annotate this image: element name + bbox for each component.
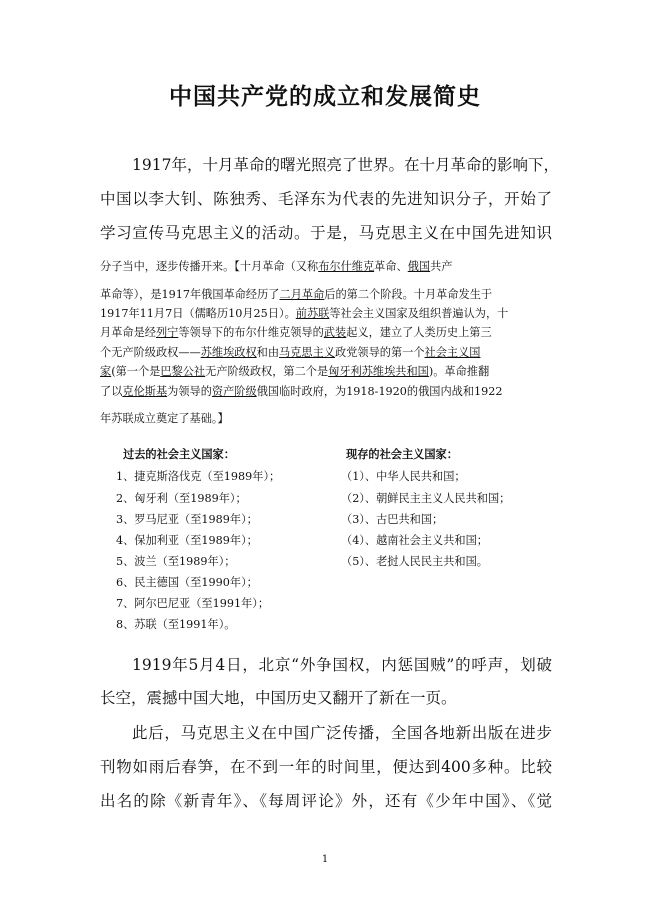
note-line: 家(第一个是巴黎公社无产阶级政权，第二个是匈牙利苏维埃共和国)。革命推翻: [100, 365, 490, 378]
present-country-item: （5）、老挝人民民主共和国。: [341, 555, 488, 568]
link-russia[interactable]: 俄国: [407, 260, 431, 273]
link-bourgeoisie[interactable]: 资产阶级: [211, 385, 257, 398]
note-line: 1917年11月7日（儒略历10月25日）。前苏联等社会主义国家及组织普遍认为，十: [100, 307, 509, 320]
past-countries-heading: 过去的社会主义国家：: [123, 448, 235, 461]
page-number: 1: [321, 854, 329, 865]
past-country-item: 1、捷克斯洛伐克（至1989年）；: [116, 470, 281, 483]
past-country-item: 2、匈牙利（至1989年）；: [116, 492, 247, 505]
link-soviet-regime[interactable]: 苏维埃政权: [200, 346, 257, 359]
link-kerensky[interactable]: 克伦斯基: [122, 385, 168, 398]
paragraph-line: 1919年5月4日，北京“外争国权，内惩国贼”的呼声，划破: [132, 656, 552, 674]
link-socialist-state-end[interactable]: 家: [100, 365, 112, 378]
present-countries-heading: 现存的社会主义国家：: [346, 448, 458, 461]
link-february-revolution[interactable]: 二月革命: [279, 288, 325, 301]
past-country-item: 5、波兰（至1989年）；: [116, 555, 236, 568]
paragraph-line: 刊物如雨后春笋，在不到一年的时间里，便达到400多种。比较: [100, 758, 552, 776]
paragraph-line: 出名的除《新青年》、《每周评论》外，还有《少年中国》、《觉: [100, 792, 552, 810]
present-country-item: （3）、古巴共和国；: [341, 513, 444, 526]
paragraph-end: 分子当中，逐步传播开来。: [100, 260, 235, 273]
past-country-item: 6、民主德国（至1990年）；: [116, 576, 258, 589]
link-paris-commune[interactable]: 巴黎公社: [160, 365, 206, 378]
note-line: 了以克伦斯基为领导的资产阶级俄国临时政府，为1918-1920的俄国内战和1922: [100, 385, 503, 398]
link-marxism[interactable]: 马克思主义: [279, 346, 335, 359]
link-armed[interactable]: 武装: [323, 326, 347, 339]
present-country-item: （4）、越南社会主义共和国；: [341, 534, 488, 547]
present-country-item: （2）、朝鲜民主主义人民共和国；: [341, 492, 511, 505]
paragraph-line: 中国以李大钊、陈独秀、毛泽东为代表的先进知识分子，开始了: [100, 190, 552, 208]
note-line: 个无产阶级政权——苏维埃政权和由马克思主义政党领导的第一个社会主义国: [100, 346, 481, 359]
past-country-item: 8、苏联（至1991年）。: [116, 618, 236, 631]
paragraph-line: 学习宣传马克思主义的活动。于是，马克思主义在中国先进知识: [100, 224, 552, 242]
past-country-item: 7、阿尔巴尼亚（至1991年）；: [116, 597, 270, 610]
link-bolshevik[interactable]: 布尔什维克: [318, 260, 375, 273]
link-former-soviet[interactable]: 前苏联: [295, 307, 330, 320]
link-socialist-state[interactable]: 社会主义国: [424, 346, 481, 359]
note-line: 年苏联成立奠定了基础。】: [100, 412, 229, 425]
note-line: 分子当中，逐步传播开来。【十月革命（又称布尔什维克革命、俄国共产: [100, 260, 453, 273]
paragraph-line: 此后，马克思主义在中国广泛传播，全国各地新出版在进步: [132, 724, 552, 742]
present-country-item: （1）、中华人民共和国；: [341, 470, 466, 483]
paragraph-line: 长空，震撼中国大地，中国历史又翻开了新在一页。: [100, 689, 457, 707]
link-hungarian-soviet[interactable]: 匈牙利苏维埃共和国: [328, 365, 429, 378]
page-title: 中国共产党的成立和发展简史: [169, 84, 481, 110]
link-lenin[interactable]: 列宁: [155, 326, 179, 339]
past-country-item: 3、罗马尼亚（至1989年）；: [116, 513, 258, 526]
past-country-item: 4、保加利亚（至1989年）；: [116, 534, 258, 547]
note-line: 月革命是经列宁等领导下的布尔什维克领导的武装起义，建立了人类历史上第三: [100, 326, 492, 339]
note-line: 革命等），是1917年俄国革命经历了二月革命后的第二个阶段。十月革命发生于: [100, 288, 493, 301]
paragraph-line: 1917年，十月革命的曙光照亮了世界。在十月革命的影响下，: [132, 156, 559, 174]
